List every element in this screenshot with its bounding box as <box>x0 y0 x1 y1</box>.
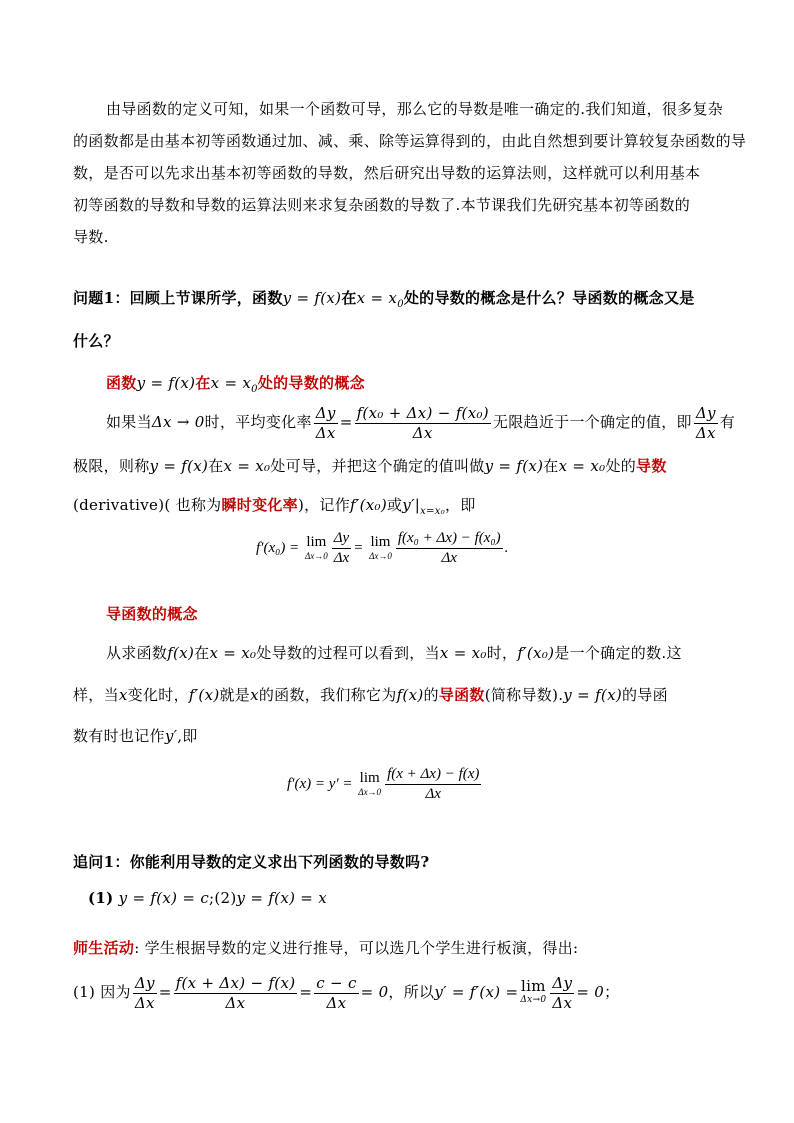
follow-up-question-text: 追问1：你能利用导数的定义求出下列函数的导数吗? <box>73 853 430 871</box>
term-derivative: 导数 <box>636 457 667 475</box>
fraction-dy-dx: $\frac{\Delta y}{\Delta x}$ <box>695 403 716 442</box>
derivative-definition-line-3: (derivative)( 也称为瞬时变化率)，记作f′(x₀)或$y'|_{x=x_0}$，即 <box>73 496 476 517</box>
intro-line: 由导函数的定义可知，如果一个函数可导，那么它的导数是唯一确定的.我们知道，很多复杂 <box>106 100 724 118</box>
derivative-definition-title: 函数y = f(x)在$x = x_0$处的导数的概念 <box>106 374 365 395</box>
intro-line: 的函数都是由基本初等函数通过加、减、乘、除等运算得到的，由此自然想到要计算较复杂函数的导 <box>73 132 747 150</box>
teacher-student-activity <box>73 937 578 958</box>
derivative-definition-line-1: 如果当Δx → 0时，平均变化率 $\frac{\Delta y}{\Delta x}$ = $\frac{\text{f(x₀ + Δx) − f(x₀)}}{\Delta x}$ 无限趋近于一个确定的值，即 $\frac{\Delta y}{\Delta x}$ 有 <box>106 403 736 442</box>
activity-text: : 学生根据导数的定义进行推导，可以选几个学生进行板演，得出: <box>134 939 579 957</box>
derived-function-formula: f′(x) = y′ = lim Δx→0 $\frac{f(x + \Delta x) - f(x)}{\Delta x}$ <box>287 766 480 803</box>
question-1-line-1 <box>73 287 695 310</box>
question-1-suffix: 处的导数的概念是什么？导函数的概念又是 <box>403 289 695 307</box>
solution-1: (1) 因为 $\frac{\Delta y}{\Delta x}$ = $\frac{f(x + \Delta x) - f(x)}{\Delta x}$ = $\frac{c - c}{\Delta x}$ = 0，所以y′ = f′(x) = lim Δx→0 $\frac{\Delta y}{\Delta x}$ = 0； <box>73 973 620 1012</box>
fraction-difference-quotient: $\frac{\text{f(x₀ + Δx) − f(x₀)}}{\Delta x}$ <box>356 403 489 442</box>
derivative-formula: f′(x₀) = lim Δx→0 $\frac{\Delta y}{\Delta x}$ = lim Δx→0 $\frac{\text{f(x₀ + Δx) − f(x₀)}}{\Delta x}$ . <box>256 530 509 567</box>
point-x0: $x = x_0$ <box>356 289 404 310</box>
term-derived-function: 导函数 <box>438 686 485 704</box>
fraction-dy-dx: $\frac{\Delta y}{\Delta x}$ <box>315 403 336 442</box>
intro-line: 数，是否可以先求出基本初等函数的导数，然后研究出导数的运算法则，这样就可以利用基本 <box>73 164 701 182</box>
term-instantaneous-rate: 瞬时变化率 <box>221 496 298 514</box>
derived-function-title: 导函数的概念 <box>106 605 198 623</box>
derived-function-line-3: 数有时也记作y′,即 <box>73 727 198 745</box>
derived-function-line-1: 从求函数f(x)在x = x₀处导数的过程可以看到，当x = x₀时，f′(x₀)是一个确定的数.这 <box>106 644 682 662</box>
intro-line: 导数. <box>73 228 109 246</box>
intro-line: 初等函数的导数和导数的运算法则来求复杂函数的导数了.本节课我们先研究基本初等函数的 <box>73 196 691 214</box>
activity-label: 师生活动 <box>73 939 135 957</box>
question-1-prefix: 问题1：回顾上节课所学，函数 <box>73 289 283 307</box>
question-1-mid: 在 <box>341 289 357 307</box>
function-y-fx: y = f(x) <box>282 289 342 307</box>
derivative-definition-line-2: 极限，则称y = f(x)在x = x₀处可导，并把这个确定的值叫做y = f(x)在x = x₀处的导数 <box>73 457 667 475</box>
follow-up-question-items: (1) y = f(x) = c;(2)y = f(x) = x <box>88 889 328 907</box>
question-1-line-2: 什么？ <box>73 332 119 350</box>
derived-function-line-2: 样，当x变化时，f′(x)就是x的函数，我们称它为f(x)的导函数(简称导数).y = f(x)的导函 <box>73 686 668 704</box>
